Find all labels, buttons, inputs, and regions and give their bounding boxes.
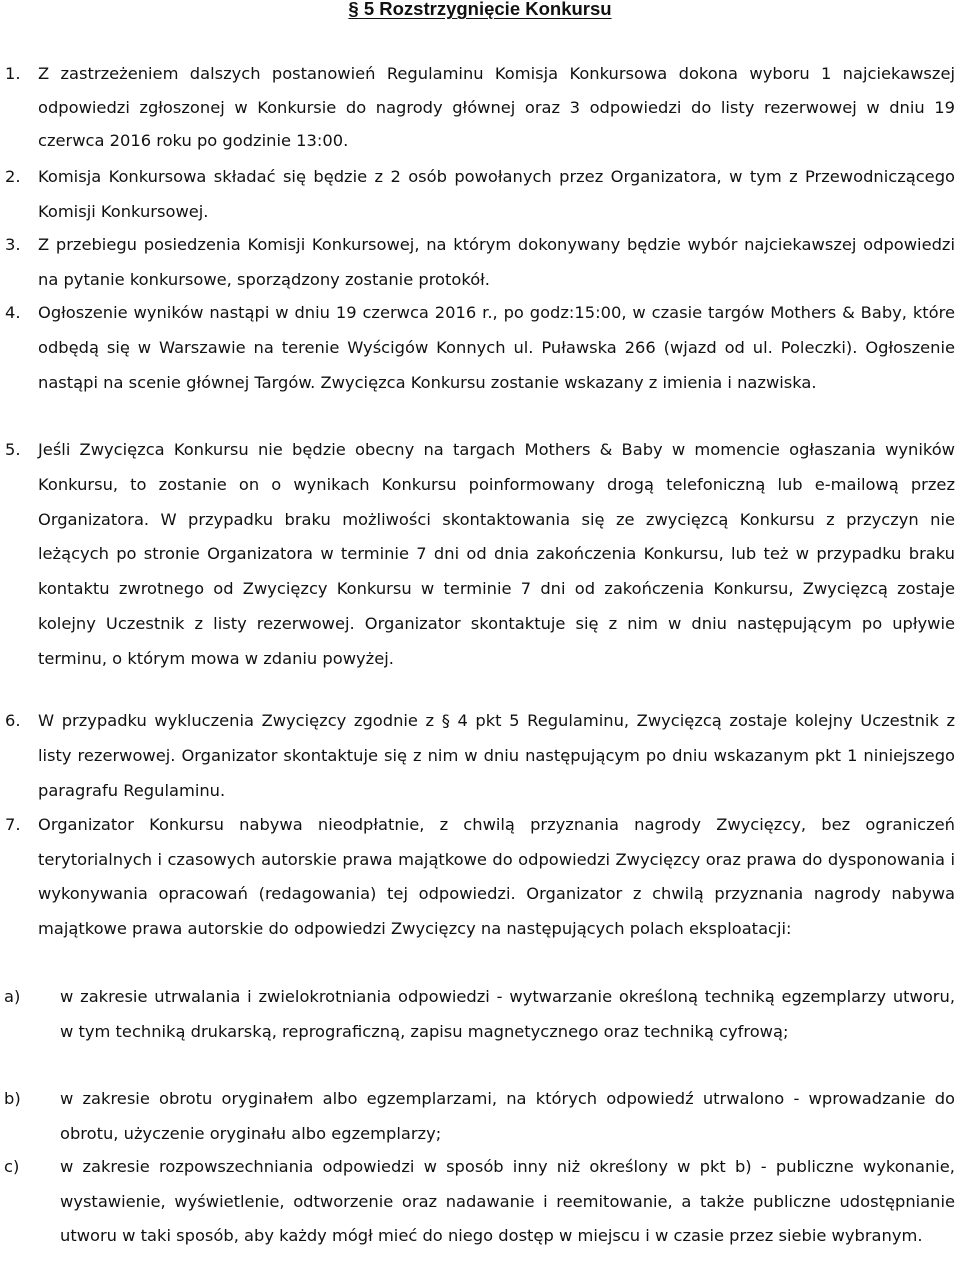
subitem-a bbox=[0, 980, 955, 1049]
item-text: Ogłoszenie wyników nastąpi w dniu 19 czerwca 2016 r., po godz:15:00, w czasie targów Mothers & Baby, które odbędą się w Warszawie na terenie Wyścigów Konnych ul. Puławska 266 (wjazd od ul. Poleczki). Ogłoszenie nastąpi na scenie głównej Targów. Zwycięzca Konkursu zostanie wskazany z imienia i nazwiska. bbox=[38, 303, 955, 392]
item-text: Z przebiegu posiedzenia Komisji Konkursowej, na którym dokonywany będzie wybór najciekawszej odpowiedzi na pytanie konkursowe, sporządzony zostanie protokół. bbox=[38, 235, 955, 289]
subitem-letter: a) bbox=[4, 987, 21, 1006]
subitem-text: w zakresie rozpowszechniania odpowiedzi w sposób inny niż określony w pkt b) - publiczne wykonanie, wystawienie, wyświetlenie, odtworzenie oraz nadawanie i reemitowanie, a także publiczne udostępnianie utworu w taki sposób, aby każdy mógł mieć do niego dostęp w miejscu i w czasie przez siebie wybranym. bbox=[60, 1157, 955, 1246]
item-number: 1. bbox=[5, 64, 21, 83]
item-number: 7. bbox=[5, 815, 21, 834]
item-number: 4. bbox=[5, 303, 21, 322]
item-number: 2. bbox=[5, 167, 21, 186]
subitem-letter: b) bbox=[4, 1089, 21, 1108]
item-text: Z zastrzeżeniem dalszych postanowień Regulaminu Komisja Konkursowa dokona wyboru 1 najciekawszej odpowiedzi zgłoszonej w Konkursie do nagrody głównej oraz 3 odpowiedzi do listy rezerwowej w dniu 19 czerwca 2016 roku po godzinie 13:00. bbox=[38, 64, 955, 150]
paragraph-item-7 bbox=[0, 808, 955, 946]
subitem-text: w zakresie utrwalania i zwielokrotniania odpowiedzi - wytwarzanie określoną techniką egzemplarzy utworu, w tym techniką drukarską, reprograficzną, zapisu magnetycznego oraz techniką cyfrową; bbox=[60, 987, 955, 1041]
item-number: 3. bbox=[5, 235, 21, 254]
paragraph-item-1 bbox=[0, 57, 955, 158]
section-title: 5 Rozstrzygnięcie Konkursu bbox=[363, 0, 612, 19]
section-heading bbox=[0, 0, 960, 22]
item-text: Komisja Konkursowa składać się będzie z 2 osób powołanych przez Organizatora, w tym z Przewodniczącego Komisji Konkursowej. bbox=[38, 167, 955, 221]
paragraph-item-3 bbox=[0, 228, 955, 298]
subitem-letter: c) bbox=[4, 1157, 20, 1176]
item-text: Jeśli Zwycięzca Konkursu nie będzie obecny na targach Mothers & Baby w momencie ogłaszania wyników Konkursu, to zostanie on o wynikach Konkursu poinformowany drogą telefoniczną lub e-mailową przez Organizatora. W przypadku braku możliwości skontaktowania się ze zwycięzcą Konkursu z przyczyn nie leżących po stronie Organizatora w terminie 7 dni od dnia zakończenia Konkursu, lub też w przypadku braku kontaktu zwrotnego od Zwycięzcy Konkursu w terminie 7 dni od zakończenia Konkursu, Zwycięzcą zostaje kolejny Uczestnik z listy rezerwowej. Organizator skontaktuje się z nim w dniu następującym po upływie terminu, o którym mowa w zdaniu powyżej. bbox=[38, 440, 955, 668]
section-symbol: § bbox=[348, 0, 359, 19]
item-number: 5. bbox=[5, 440, 21, 459]
item-text: W przypadku wykluczenia Zwycięzcy zgodnie z § 4 pkt 5 Regulaminu, Zwycięzcą zostaje kolejny Uczestnik z listy rezerwowej. Organizator skontaktuje się z nim w dniu następującym po dniu wskazanym pkt 1 niniejszego paragrafu Regulaminu. bbox=[38, 711, 955, 800]
paragraph-item-2 bbox=[0, 160, 955, 230]
subitem-text: w zakresie obrotu oryginałem albo egzemplarzami, na których odpowiedź utrwalono - wprowadzanie do obrotu, użyczenie oryginału albo egzemplarzy; bbox=[60, 1089, 955, 1143]
paragraph-item-4 bbox=[0, 296, 955, 400]
item-text: Organizator Konkursu nabywa nieodpłatnie, z chwilą przyznania nagrody Zwycięzcy, bez ograniczeń terytorialnych i czasowych autorskie prawa majątkowe do odpowiedzi Zwycięzcy oraz prawa do dysponowania i wykonywania opracowań (redagowania) tej odpowiedzi. Organizator z chwilą przyznania nagrody nabywa majątkowe prawa autorskie do odpowiedzi Zwycięzcy na następujących polach eksploatacji: bbox=[38, 815, 955, 938]
subitem-b bbox=[0, 1082, 955, 1151]
subitem-c bbox=[0, 1150, 955, 1254]
paragraph-item-5 bbox=[0, 433, 955, 677]
item-number: 6. bbox=[5, 711, 21, 730]
paragraph-item-6 bbox=[0, 704, 955, 808]
